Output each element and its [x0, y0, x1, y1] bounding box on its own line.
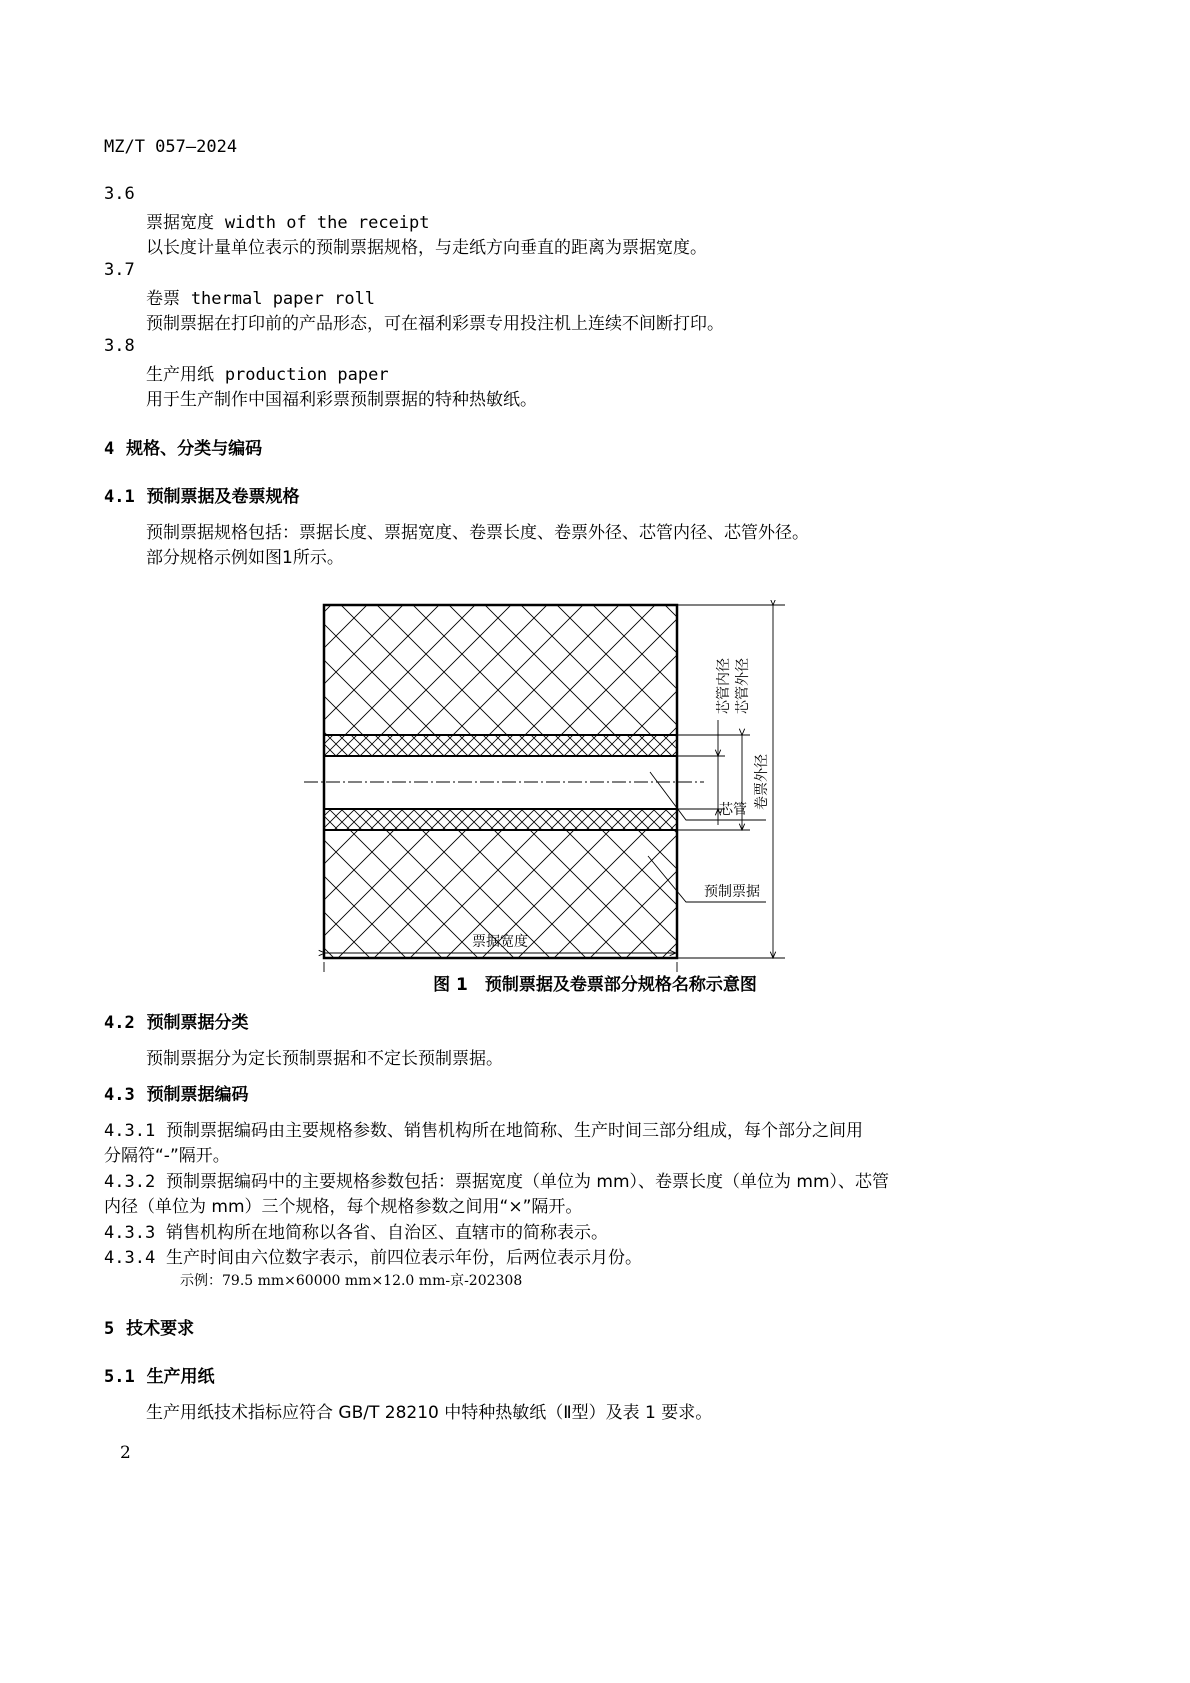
- subsection-heading: 5.1 生产用纸: [104, 1367, 215, 1387]
- paragraph: 部分规格示例如图1所示。: [146, 548, 344, 568]
- figure-caption: 图 1 预制票据及卷票部分规格名称示意图: [433, 975, 757, 995]
- subsection-heading: 4.1 预制票据及卷票规格: [104, 487, 300, 507]
- clause-4-3-3: 4.3.3 销售机构所在地简称以各省、自治区、直辖市的简称表示。: [104, 1223, 608, 1243]
- term-zh: 卷票: [146, 289, 180, 309]
- example-note: 示例：79.5 mm×60000 mm×12.0 mm-京-202308: [180, 1273, 523, 1289]
- core-tube-top: [324, 735, 677, 756]
- page-number: 2: [120, 1443, 131, 1463]
- paragraph: 预制票据分为定长预制票据和不定长预制票据。: [146, 1049, 503, 1069]
- term-title: [146, 284, 375, 309]
- label-core: 芯管: [719, 802, 747, 818]
- term-en: width of the receipt: [224, 213, 430, 233]
- section-heading: 5 技术要求: [104, 1319, 195, 1339]
- label-receipt: 预制票据: [704, 884, 760, 900]
- subsection-heading: 4.2 预制票据分类: [104, 1013, 249, 1033]
- term-title: [146, 208, 430, 233]
- term-number: 3.6: [104, 184, 135, 204]
- roll-diagram: [300, 600, 800, 972]
- term-en: thermal paper roll: [190, 289, 376, 309]
- label-receipt-width: 票据宽度: [472, 934, 528, 950]
- subsection-heading: 4.3 预制票据编码: [104, 1085, 249, 1105]
- clause-4-3-4: 4.3.4 生产时间由六位数字表示，前四位表示年份，后两位表示月份。: [104, 1248, 642, 1268]
- clause-4-3-2: 4.3.2 预制票据编码中的主要规格参数包括：票据宽度（单位为 mm）、卷票长度（单位为 mm）、芯管: [104, 1172, 890, 1192]
- paragraph: 生产用纸技术指标应符合 GB/T 28210 中特种热敏纸（Ⅱ型）及表 1 要求。: [146, 1403, 713, 1423]
- document-id: MZ/T 057—2024: [104, 137, 238, 157]
- term-number: 3.8: [104, 336, 135, 356]
- section-heading: 4 规格、分类与编码: [104, 439, 263, 459]
- receipt-paper-top: [324, 605, 677, 735]
- term-definition: 以长度计量单位表示的预制票据规格，与走纸方向垂直的距离为票据宽度。: [146, 238, 707, 258]
- term-title: [146, 360, 389, 385]
- term-zh: 票据宽度: [146, 213, 214, 233]
- core-tube-bottom: [324, 809, 677, 830]
- clause-4-3-1: 4.3.1 预制票据编码由主要规格参数、销售机构所在地简称、生产时间三部分组成，每个部分之间用: [104, 1121, 863, 1141]
- term-number: 3.7: [104, 260, 135, 280]
- term-en: production paper: [224, 365, 389, 385]
- term-definition: 用于生产制作中国福利彩票预制票据的特种热敏纸。: [146, 390, 537, 410]
- term-definition: 预制票据在打印前的产品形态，可在福利彩票专用投注机上连续不间断打印。: [146, 314, 724, 334]
- term-zh: 生产用纸: [146, 365, 214, 385]
- label-roll-outer-diameter: 卷票外径: [754, 754, 770, 810]
- paragraph: 预制票据规格包括：票据长度、票据宽度、卷票长度、卷票外径、芯管内径、芯管外径。: [146, 523, 809, 543]
- clause-4-3-1-cont: 分隔符“-”隔开。: [104, 1146, 230, 1166]
- label-core-inner-diameter: 芯管内径: [716, 658, 732, 714]
- label-core-outer-diameter: 芯管外径: [735, 658, 751, 714]
- clause-4-3-2-cont: 内径（单位为 mm）三个规格，每个规格参数之间用“×”隔开。: [104, 1197, 583, 1217]
